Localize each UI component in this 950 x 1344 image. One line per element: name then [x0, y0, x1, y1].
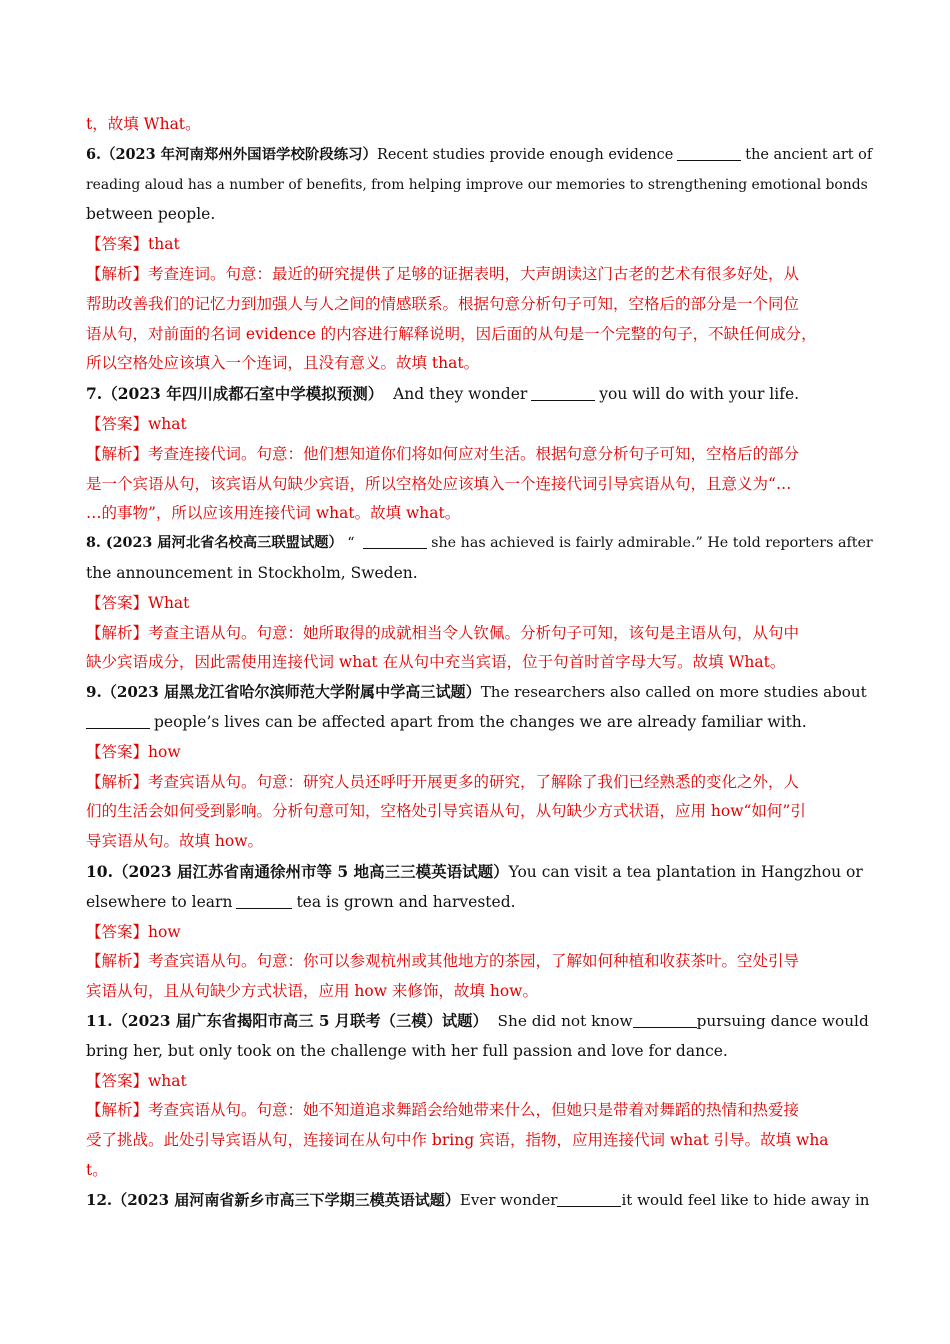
question-6	[86, 140, 873, 171]
question-number: 12.	[86, 1190, 113, 1209]
answer-label: 【答案】	[86, 922, 149, 941]
answer-line	[86, 918, 866, 948]
question-number: 8.	[86, 535, 101, 552]
question-stem: the ancient art of	[745, 146, 873, 163]
analysis-line: 帮助改善我们的记忆力到加强人与人之间的情感联系。根据句意分析句子可知，空格后的部分是一个同位	[86, 294, 800, 313]
answer-blank	[86, 712, 150, 729]
analysis-line: 缺少宾语成分，因此需使用连接代词 what 在从句中充当宾语，位于句首时首字母大写。故填 What。	[86, 653, 786, 672]
analysis-line: 宾语从句，且从句缺少方式状语，应用 how 来修饰，故填 how。	[86, 982, 538, 1001]
question-stem-line: reading aloud has a number of benefits, from helping improve our memories to strengthening emotional bonds	[86, 176, 868, 193]
analysis-text: 考查连词。句意：最近的研究提供了足够的证据表明，大声朗读这门古老的艺术有很多好处，从	[148, 264, 800, 283]
analysis-label: 【解析】	[86, 623, 149, 642]
analysis-label: 【解析】	[86, 772, 149, 791]
question-stem: pursuing dance would	[696, 1011, 869, 1030]
question-stem-line	[86, 888, 866, 918]
question-stem: people’s lives can be affected apart from the changes we are already familiar with.	[154, 712, 807, 731]
document-page	[86, 110, 873, 1215]
analysis-line	[86, 619, 866, 649]
analysis-line	[86, 440, 866, 470]
continuation-text: t，故填 What。	[86, 115, 201, 133]
answer-line	[86, 738, 866, 768]
question-11	[86, 1007, 869, 1037]
question-source: （2023 届广东省揭阳市高三 5 月联考（三模）试题）	[112, 1011, 488, 1030]
question-stem: tea is grown and harvested.	[296, 892, 516, 911]
analysis-line: …的事物”，所以应该用连接代词 what。故填 what。	[86, 504, 461, 523]
answer-value: how	[148, 922, 181, 941]
answer-value: What	[148, 593, 190, 612]
analysis-line	[86, 260, 866, 290]
answer-line	[86, 1067, 866, 1097]
answer-blank	[677, 145, 741, 160]
analysis-line: 所以空格处应该填入一个连词，且没有意义。故填 that。	[86, 354, 480, 373]
analysis-line: 语从句，对前面的名词 evidence 的内容进行解释说明，因后面的从句是一个完整的句子，不缺任何成分，	[86, 324, 817, 343]
question-number: 9.	[86, 683, 102, 702]
question-stem: “	[347, 535, 355, 552]
answer-blank	[363, 534, 427, 549]
analysis-label: 【解析】	[86, 444, 149, 463]
answer-blank	[531, 385, 595, 402]
answer-blank	[633, 1012, 697, 1028]
question-source: （2023 届黑龙江省哈尔滨师范大学附属中学高三试题）	[101, 683, 481, 702]
question-source: （2023 年河南郑州外国语学校阶段练习）	[101, 145, 377, 163]
answer-label: 【答案】	[86, 414, 149, 433]
answer-label: 【答案】	[86, 1071, 149, 1090]
analysis-text: 考查宾语从句。句意：你可以参观杭州或其他地方的茶园，了解如何种植和收获茶叶。空处引导	[148, 952, 800, 971]
question-9	[86, 678, 866, 708]
answer-blank	[557, 1191, 621, 1207]
question-number: 11.	[86, 1011, 113, 1030]
analysis-line	[86, 1096, 866, 1126]
question-stem: The researchers also called on more studies about	[480, 683, 867, 702]
question-stem: she has achieved is fairly admirable.” He told reporters after	[431, 535, 873, 552]
answer-value: how	[148, 742, 181, 761]
question-source: （2023 届江苏省南通徐州市等 5 地高三三模英语试题）	[112, 861, 509, 881]
answer-value: that	[148, 235, 180, 254]
answer-line	[86, 230, 866, 260]
question-stem-line	[86, 708, 866, 738]
question-source: （2023 届河南省新乡市高三下学期三模英语试题）	[112, 1190, 460, 1209]
question-stem: She did not know	[497, 1011, 633, 1030]
answer-line	[86, 589, 866, 619]
question-stem: it would feel like to hide away in	[621, 1190, 870, 1209]
answer-label: 【答案】	[86, 593, 149, 612]
analysis-label: 【解析】	[86, 952, 149, 971]
question-8	[86, 529, 873, 559]
analysis-line	[86, 947, 866, 977]
answer-value: what	[148, 414, 187, 433]
analysis-line	[86, 768, 866, 798]
question-7	[86, 379, 866, 410]
question-stem: you will do with your life.	[599, 385, 800, 404]
question-12	[86, 1186, 870, 1216]
question-stem: You can visit a tea plantation in Hangzhou or	[508, 862, 863, 881]
analysis-line: 导宾语从句。故填 how。	[86, 832, 264, 851]
answer-value: what	[148, 1071, 187, 1090]
analysis-label: 【解析】	[86, 264, 149, 283]
question-10	[86, 857, 866, 888]
answer-line	[86, 410, 866, 440]
analysis-text: 考查宾语从句。句意：她不知道追求舞蹈会给她带来什么，但她只是带着对舞蹈的热情和热爱接	[148, 1101, 800, 1120]
answer-label: 【答案】	[86, 742, 149, 761]
analysis-text: 考查主语从句。句意：她所取得的成就相当令人钦佩。分析句子可知，该句是主语从句，从句中	[148, 623, 800, 642]
answer-blank	[236, 892, 292, 909]
question-number: 6.	[86, 145, 102, 163]
question-stem: elsewhere to learn	[86, 892, 233, 911]
question-source: （2023 年四川成都石室中学模拟预测）	[102, 384, 384, 404]
question-stem-line: between people.	[86, 205, 216, 224]
question-stem: And they wonder	[393, 385, 528, 404]
question-stem-line: bring her, but only took on the challenge with her full passion and love for dance.	[86, 1041, 728, 1060]
question-stem: Recent studies provide enough evidence	[376, 146, 674, 163]
analysis-line: 们的生活会如何受到影响。分析句意可知，空格处引导宾语从句，从句缺少方式状语，应用 how“如何”引	[86, 802, 806, 821]
question-number: 7.	[86, 384, 103, 404]
question-source: (2023 届河北省名校高三联盟试题）	[100, 535, 343, 552]
analysis-text: 考查宾语从句。句意：研究人员还呼吁开展更多的研究，了解除了我们已经熟悉的变化之外，人	[148, 772, 800, 791]
question-stem-line: the announcement in Stockholm, Sweden.	[86, 563, 418, 582]
analysis-text: 考查连接代词。句意：他们想知道你们将如何应对生活。根据句意分析句子可知，空格后的部分	[148, 444, 800, 463]
analysis-line: 受了挑战。此处引导宾语从句，连接词在从句中作 bring 宾语，指物，应用连接代词 what 引导。故填 wha	[86, 1131, 829, 1150]
question-number: 10.	[86, 861, 113, 881]
analysis-line: 是一个宾语从句，该宾语从句缺少宾语，所以空格处应该填入一个连接代词引导宾语从句，且意义为“…	[86, 474, 792, 493]
answer-label: 【答案】	[86, 235, 149, 254]
question-stem: Ever wonder	[459, 1190, 558, 1209]
analysis-label: 【解析】	[86, 1101, 149, 1120]
analysis-line: t。	[86, 1160, 108, 1179]
